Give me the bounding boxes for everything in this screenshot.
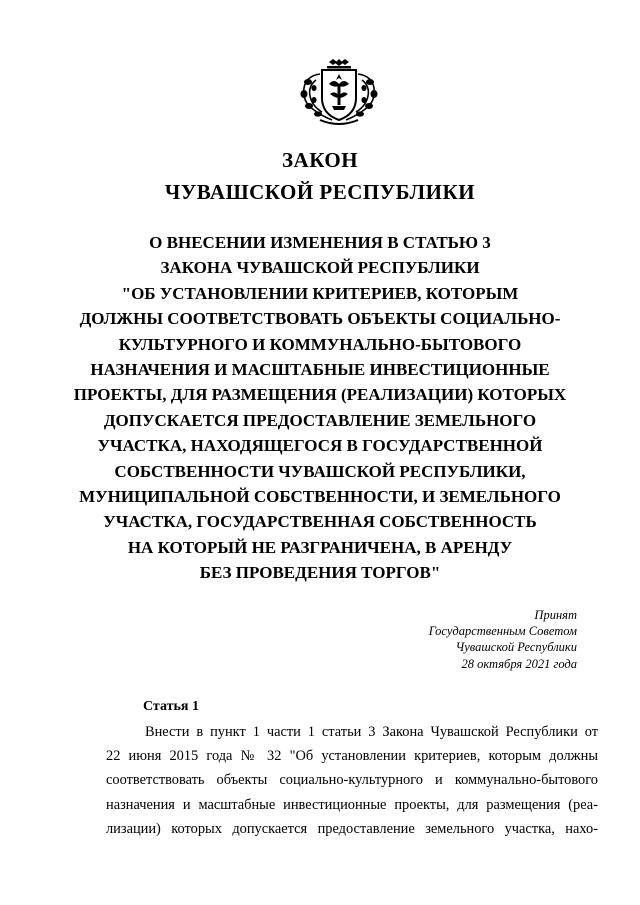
body-line: соответствовать объекты социально-культурного и коммунально-бытового <box>106 772 598 789</box>
title-line: ДОПУСКАЕТСЯ ПРЕДОСТАВЛЕНИЕ ЗЕМЕЛЬНОГО <box>103 410 537 430</box>
title-line: УЧАСТКА, НАХОДЯЩЕГОСЯ В ГОСУДАРСТВЕННОЙ <box>97 436 543 456</box>
adoption-line: Принят <box>534 608 577 622</box>
body-line: лизации) которых допускается предоставление земельного участка, нахо- <box>106 820 598 837</box>
title-line: ЗАКОНА ЧУВАШСКОЙ РЕСПУБЛИКИ <box>160 258 480 278</box>
title-line: МУНИЦИПАЛЬНОЙ СОБСТВЕННОСТИ, И ЗЕМЕЛЬНОГО <box>79 486 561 506</box>
adoption-line: Государственным Советом <box>428 624 577 639</box>
body-line: Внести в пункт 1 части 1 статьи 3 Закона Чувашской Республики от <box>145 724 598 740</box>
title-line: НАЗНАЧЕНИЯ И МАСШТАБНЫЕ ИНВЕСТИЦИОННЫЕ <box>90 359 550 379</box>
adoption-note <box>317 607 577 672</box>
title-line: ДОЛЖНЫ СООТВЕТСТВОВАТЬ ОБЪЕКТЫ СОЦИАЛЬНО- <box>79 309 561 329</box>
article-heading: Статья 1 <box>143 699 199 714</box>
chuvash-republic-emblem-icon <box>296 58 382 128</box>
republic-heading: ЧУВАШСКОЙ РЕСПУБЛИКИ <box>164 180 476 204</box>
title-line: СОБСТВЕННОСТИ ЧУВАШСКОЙ РЕСПУБЛИКИ, <box>114 461 526 481</box>
title-line: НА КОТОРЫЙ НЕ РАЗГРАНИЧЕНА, В АРЕНДУ <box>127 537 513 557</box>
law-subject-title <box>0 230 640 585</box>
title-line: ПРОЕКТЫ, ДЛЯ РАЗМЕЩЕНИЯ (РЕАЛИЗАЦИИ) КОТОРЫХ <box>73 385 567 405</box>
title-line: УЧАСТКА, ГОСУДАРСТВЕННАЯ СОБСТВЕННОСТЬ <box>103 512 537 532</box>
adoption-line: Чувашской Республики <box>455 640 577 655</box>
article-body <box>106 720 598 841</box>
title-line: "ОБ УСТАНОВЛЕНИИ КРИТЕРИЕВ, КОТОРЫМ <box>121 283 519 303</box>
body-line: назначения и масштабные инвестиционные проекты, для размещения (реа- <box>106 796 598 813</box>
body-line: 22 июня 2015 года № 32 "Об установлении критериев, которым должны <box>106 748 598 765</box>
adoption-date: 28 октября 2021 года <box>461 656 577 671</box>
title-line: КУЛЬТУРНОГО И КОММУНАЛЬНО-БЫТОВОГО <box>118 334 522 354</box>
law-heading: ЗАКОН <box>281 148 359 172</box>
title-line: БЕЗ ПРОВЕДЕНИЯ ТОРГОВ" <box>199 563 441 583</box>
title-line: О ВНЕСЕНИИ ИЗМЕНЕНИЯ В СТАТЬЮ 3 <box>149 233 491 252</box>
